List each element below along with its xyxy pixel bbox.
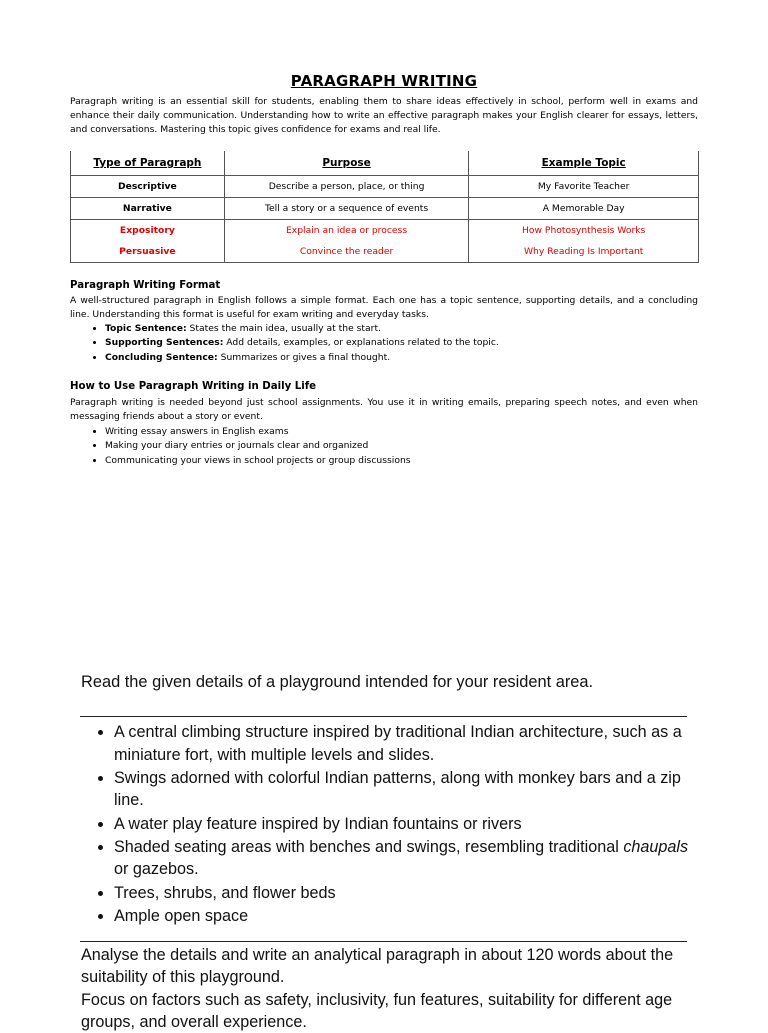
divider (80, 716, 687, 717)
divider (80, 941, 687, 942)
table-header: Purpose (224, 151, 469, 176)
table-cell: Tell a story or a sequence of events (224, 198, 469, 220)
term-desc: States the main idea, usually at the start. (186, 323, 381, 334)
list-item (105, 322, 499, 336)
table-cell: Narrative (71, 198, 225, 220)
list-item (105, 351, 499, 365)
table-cell: How Photosynthesis Works (469, 220, 699, 242)
table-cell: Why Reading Is Important (469, 241, 699, 263)
table-cell: Persuasive (71, 241, 225, 263)
term-desc: Add details, examples, or explanations related to the topic. (223, 337, 499, 349)
daily-list (88, 425, 411, 468)
table-row (71, 176, 699, 198)
list-item (105, 336, 499, 350)
list-item: • Communicating your views in school projects or group discussions (105, 454, 411, 468)
question-lead: Read the given details of a playground intended for your resident area. (81, 673, 594, 691)
table-header: Type of Paragraph (71, 151, 225, 176)
term-desc: Summarizes or gives a final thought. (217, 351, 391, 363)
table-cell: Describe a person, place, or thing (224, 176, 469, 198)
term: Topic Sentence: (105, 323, 187, 334)
table-header: Example Topic (469, 151, 699, 176)
table-row (71, 241, 699, 263)
format-text: A well-structured paragraph in English follows a simple format. Each one has a topic sentence, supporting details, and a concluding line. Understanding this format is useful for exam writing and everyday tasks. (70, 295, 698, 320)
table-cell: A Memorable Day (469, 198, 699, 220)
table-row (71, 220, 699, 242)
list-item: • Swings adorned with colorful Indian patterns, along with monkey bars and a zip line. (114, 767, 704, 812)
table-cell: Expository (71, 220, 225, 242)
page-title: PARAGRAPH WRITING (290, 72, 478, 90)
format-heading: Paragraph Writing Format (70, 280, 221, 291)
intro-paragraph: Paragraph writing is an essential skill for students, enabling them to share ideas effectively in school, perform well in exams and enhance their daily communication. Understanding how to write an effective paragraph makes your English clearer for essays, letters, and conversations. Mastering this topic gives confidence for exams and real life. (70, 96, 698, 135)
table-cell: Convince the reader (224, 241, 469, 263)
item-text: Shaded seating areas with benches and swings, resembling traditional (114, 837, 624, 856)
list-item: • A central climbing structure inspired by traditional Indian architecture, such as a miniature fort, with multiple levels and slides. (114, 721, 704, 766)
list-item: • Making your diary entries or journals clear and organized (105, 439, 411, 453)
list-item: • Trees, shrubs, and flower beds (114, 882, 704, 905)
paragraph-types-table (70, 151, 699, 263)
task-line: Analyse the details and write an analytical paragraph in about 120 words about the suitability of this playground. (81, 946, 674, 987)
term: Supporting Sentences: (105, 337, 224, 349)
term: Concluding Sentence: (105, 351, 218, 363)
task-instructions (81, 944, 691, 1033)
task-line: Focus on factors such as safety, inclusivity, fun features, suitability for different age groups, and overall experience. (81, 990, 673, 1031)
daily-heading: How to Use Paragraph Writing in Daily Life (70, 381, 317, 392)
table-cell: My Favorite Teacher (469, 176, 699, 198)
playground-details-list (88, 721, 704, 928)
item-text: or gazebos. (114, 860, 199, 879)
list-item: • Ample open space (114, 905, 704, 928)
format-list (88, 322, 499, 365)
table-header-row (71, 151, 699, 176)
table-cell: Explain an idea or process (224, 220, 469, 242)
item-italic: chaupals (623, 837, 689, 856)
list-item (114, 836, 704, 881)
table-row (71, 198, 699, 220)
daily-text: Paragraph writing is needed beyond just school assignments. You use it in writing emails, preparing speech notes, and even when messaging friends about a story or event. (70, 397, 698, 422)
list-item: • A water play feature inspired by Indian fountains or rivers (114, 813, 704, 836)
list-item: • Writing essay answers in English exams (105, 425, 411, 439)
table-cell: Descriptive (71, 176, 225, 198)
